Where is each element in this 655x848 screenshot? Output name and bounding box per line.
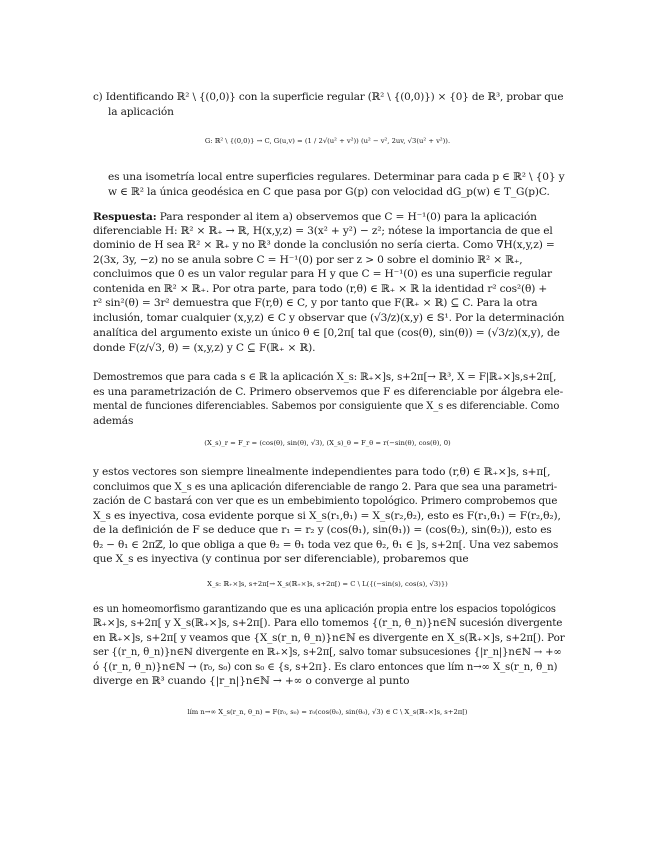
problem-c-line-2: la aplicación	[108, 106, 174, 118]
answer-line-8: inclusión, tomar cualquier (x,y,z) ∈ C y observar que (√3/z)(x,y) ∈ 𝕊¹. Por la determinación	[93, 312, 565, 324]
para3-line-4: X_s es inyectiva, cosa evidente porque si X_s(r₁,θ₁) = X_s(r₂,θ₂), esto es F(r₁,θ₁) = F(r₂,θ₂),	[93, 510, 561, 522]
para4-line-4: ser {(r_n, θ_n)}n∈ℕ divergente en ℝ₊×]s, s+2π[, salvo tomar subsucesiones {|r_n|}n∈ℕ → +∞	[93, 647, 562, 658]
answer-line-10: donde F(z/√3, θ) = (x,y,z) y C ⊆ F(ℝ₊ × ℝ).	[93, 342, 316, 354]
answer-line-5: concluimos que 0 es un valor regular para H y que C = H⁻¹(0) es una superficie regular	[93, 268, 552, 280]
para4-line-5: ó {(r_n, θ_n)}n∈ℕ → (r₀, s₀) con s₀ ∈ {s, s+2π}. Es claro entonces que lím n→∞ X_s(r_n, θ_n)	[93, 662, 558, 673]
para3-line-1: y estos vectores son siempre linealmente independientes para todo (r,θ) ∈ ℝ₊×]s, s+π[,	[93, 466, 551, 478]
para2-line-2: es una parametrización de C. Primero observemos que F es diferenciable por álgebra ele-	[93, 386, 564, 398]
equation-G: G: ℝ² \ {(0,0)} → C, G(u,v) = (1 / 2√(u² + v²)) (u² − v², 2uv, √3(u² + v²)).	[204, 137, 451, 145]
problem-c-line-4: w ∈ ℝ² la única geodésica en C que pasa por G(p) con velocidad dG_p(w) ∈ T_G(p)C.	[108, 186, 550, 198]
problem-c-line-1: c) Identificando ℝ² \ {(0,0)} con la superficie regular (ℝ² \ {(0,0)}) × {0} de ℝ³, probar que	[93, 91, 564, 103]
para4-line-6: diverge en ℝ³ cuando {|r_n|}n∈ℕ → +∞ o converge al punto	[93, 675, 410, 687]
para3-line-6: θ₂ − θ₁ ∈ 2πℤ, lo que obliga a que θ₂ = θ₁ toda vez que θ₂, θ₁ ∈ ]s, s+2π[. Una vez sabemos	[93, 539, 559, 551]
equation-partials: (X_s)_r = F_r = (cos(θ), sin(θ), √3), (X_s)_θ = F_θ = r(−sin(θ), cos(θ), 0)	[204, 439, 451, 447]
para2-line-1: Demostremos que para cada s ∈ ℝ la aplicación X_s: ℝ₊×]s, s+2π[→ ℝ³, X = F|ℝ₊×]s,s+2π[,	[93, 372, 557, 383]
problem-c-line-3: es una isometría local entre superficies regulares. Determinar para cada p ∈ ℝ² \ {0} y	[108, 171, 565, 183]
answer-line-2: diferenciable H: ℝ² × ℝ₊ → ℝ, H(x,y,z) = 3(x² + y²) − z²; nótese la importancia de que el	[93, 225, 553, 237]
para3-line-3: zación de C bastará con ver que es un embebimiento topológico. Primero comprobemos que	[93, 496, 558, 507]
answer-line-6: contenida en ℝ² × ℝ₊. Por otra parte, para todo (r,θ) ∈ ℝ₊ × ℝ la identidad r² cos²(θ) +	[93, 283, 548, 295]
para3-line-5: de la definición de F se deduce que r₁ = r₂ y (cos(θ₁), sin(θ₁)) = (cos(θ₂), sin(θ₂)), esto es	[93, 524, 552, 536]
answer-line-1	[93, 211, 537, 224]
para4-line-2: ℝ₊×]s, s+2π[ y X_s(ℝ₊×]s, s+2π[). Para ello tomemos {(r_n, θ_n)}n∈ℕ sucesión divergente	[93, 617, 563, 629]
para4-line-1: es un homeomorfismo garantizando que es una aplicación propia entre los espacios topológicos	[93, 604, 556, 615]
answer-label: Respuesta:	[93, 211, 157, 223]
answer-line-4: 2(3x, 3y, −z) no se anula sobre C = H⁻¹(0) por ser z > 0 sobre el dominio ℝ² × ℝ₊,	[93, 254, 523, 266]
para2-line-3: mental de funciones diferenciables. Sabemos por consiguiente que X_s es diferenciable. Como	[93, 401, 560, 412]
equation-homeomorphism: X_s: ℝ₊×]s, s+2π[→ X_s(ℝ₊×]s, s+2π[) = C \ L({(−sin(s), cos(s), √3)})	[207, 580, 448, 588]
answer-line-1-text: Para responder al item a) observemos que C = H⁻¹(0) para la aplicación	[156, 211, 537, 223]
para3-line-7: que X_s es inyectiva (y continua por ser diferenciable), probaremos que	[93, 553, 469, 565]
equation-limit: lím n→∞ X_s(r_n, θ_n) = F(r₀, s₀) = r₀(cos(θ₀), sin(θ₀), √3) ∈ C \ X_s(ℝ₊×]s, s+2π[)	[187, 708, 468, 716]
para3-line-2: concluimos que X_s es una aplicación diferenciable de rango 2. Para que sea una parametri-	[93, 482, 557, 493]
answer-line-3: dominio de H sea ℝ² × ℝ₊ y no ℝ³ donde la conclusión no sería cierta. Como ∇H(x,y,z) =	[93, 239, 555, 251]
answer-line-7: r² sin²(θ) = 3r² demuestra que F(r,θ) ∈ C, y por tanto que F(ℝ₊ × ℝ) ⊆ C. Para la otra	[93, 297, 538, 309]
para4-line-3: en ℝ₊×]s, s+2π[ y veamos que {X_s(r_n, θ_n)}n∈ℕ es divergente en X_s(ℝ₊×]s, s+2π[). Por	[93, 632, 565, 644]
answer-line-9: analítica del argumento existe un único θ ∈ [0,2π[ tal que (cos(θ), sin(θ)) = (√3/z)(x,y), de	[93, 327, 560, 339]
para2-line-4: además	[93, 415, 134, 427]
